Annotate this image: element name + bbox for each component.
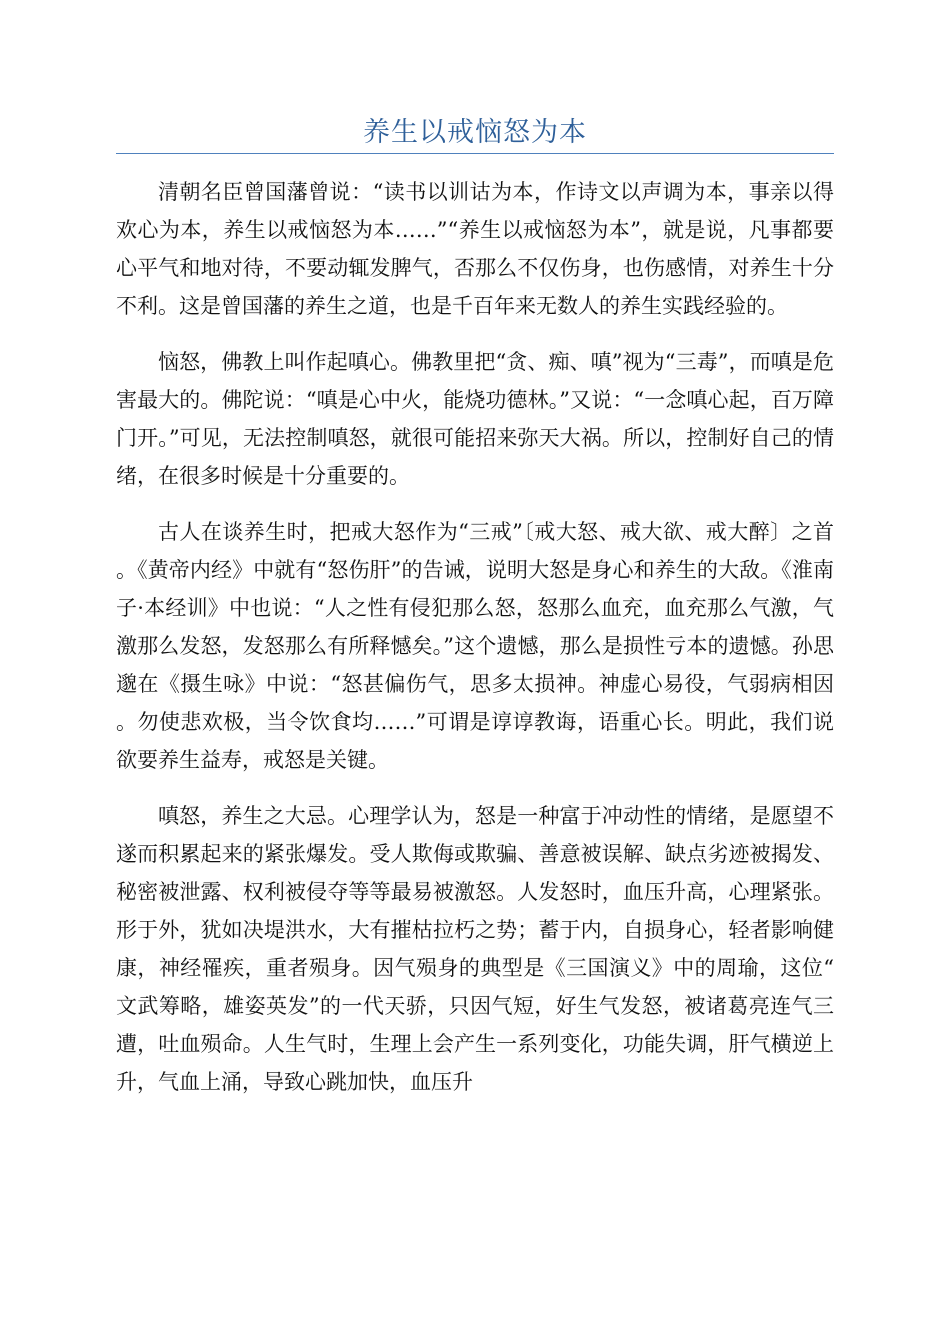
paragraph-1: 清朝名臣曾国藩曾说：“读书以训诂为本，作诗文以声调为本，事亲以得欢心为本，养生以戒恼怒为本……”“养生以戒恼怒为本”，就是说，凡事都要心平气和地对待，不要动辄发脾气，否那么不仅伤身，也伤感情，对养生十分不利。这是曾国藩的养生之道，也是千百年来无数人的养生实践经验的。 [116, 180, 834, 318]
document-title: 养生以戒恼怒为本 [363, 117, 587, 148]
paragraph-2: 恼怒，佛教上叫作起嗔心。佛教里把“贪、痴、嗔”视为“三毒”，而嗔是危害最大的。佛陀说：“嗔是心中火，能烧功德林。”又说：“一念嗔心起，百万障门开。”可见，无法控制嗔怒，就很可能招来弥天大祸。所以，控制好自己的情绪，在很多时候是十分重要的。 [116, 350, 834, 488]
document-body [116, 173, 834, 1119]
paragraph-3: 古人在谈养生时，把戒大怒作为“三戒”〔戒大怒、戒大欲、戒大醉〕之首。《黄帝内经》中就有“怒伤肝”的告诫，说明大怒是身心和养生的大敌。《淮南子·本经训》中也说：“人之性有侵犯那么怒，怒那么血充，血充那么气激，气激那么发怒，发怒那么有所释憾矣。”这个遗憾，那么是损性亏本的遗憾。孙思邈在《摄生咏》中说：“怒甚偏伤气，思多太损神。神虚心易役，气弱病相因。勿使悲欢极，当令饮食均……”可谓是谆谆教诲，语重心长。明此，我们说欲要养生益寿，戒怒是关键。 [116, 520, 834, 772]
title-underline [116, 153, 834, 154]
paragraph-4: 嗔怒，养生之大忌。心理学认为，怒是一种富于冲动性的情绪，是愿望不遂而积累起来的紧张爆发。受人欺侮或欺骗、善意被误解、缺点劣迹被揭发、秘密被泄露、权利被侵夺等等最易被激怒。人发怒时，血压升高，心理紧张。形于外，犹如决堤洪水，大有摧枯拉朽之势；蓄于内，自损身心，轻者影响健康，神经罹疾，重者殒身。因气殒身的典型是《三国演义》中的周瑜，这位“文武筹略，雄姿英发”的一代天骄，只因气短，好生气发怒，被诸葛亮连气三遭，吐血殒命。人生气时，生理上会产生一系列变化，功能失调，肝气横逆上升，气血上涌，导致心跳加快，血压升 [116, 804, 834, 1094]
